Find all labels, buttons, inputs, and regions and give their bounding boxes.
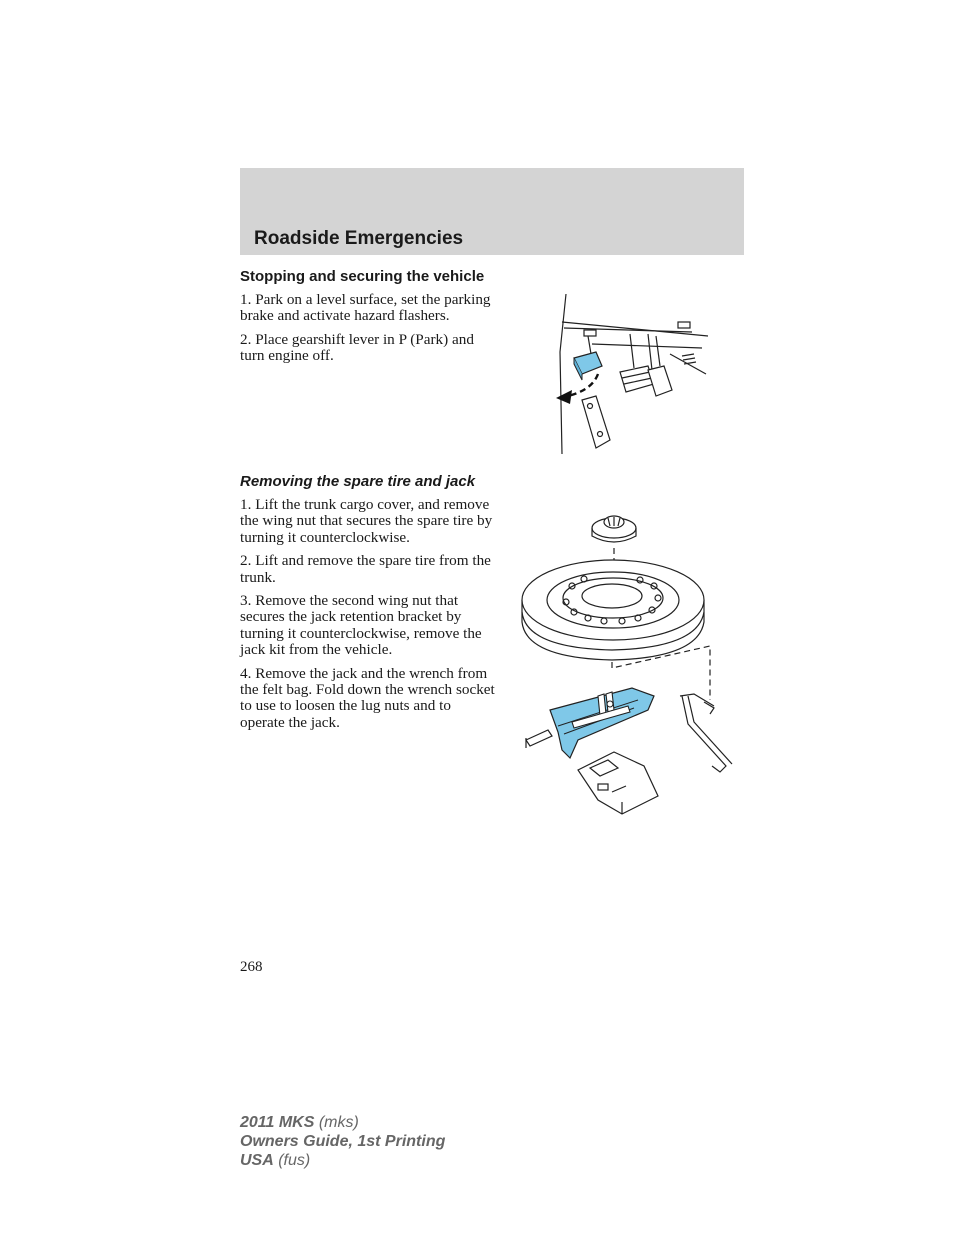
step-text: 2. Lift and remove the spare tire from the trunk. — [240, 552, 491, 586]
section-heading-spare-tire: Removing the spare tire and jack — [240, 473, 476, 490]
page-title: Roadside Emergencies — [254, 228, 464, 249]
footer-market-code: (fus) — [273, 1152, 311, 1169]
page-number: 268 — [240, 959, 263, 975]
footer-model: 2011 MKS — [240, 1114, 315, 1131]
steps-stopping — [240, 292, 496, 372]
step-text: 3. Remove the second wing nut that secures the jack retention bracket by turning it counterclockwise, remove the jack kit from the vehicle. — [240, 592, 482, 659]
footer-edition: Owners Guide, 1st Printing — [240, 1133, 446, 1150]
header-band — [240, 168, 744, 255]
step-text: 1. Park on a level surface, set the parking brake and activate hazard flashers. — [240, 291, 491, 325]
footer-print-info — [240, 1113, 445, 1170]
footer-line-2 — [240, 1132, 445, 1151]
footer-model-code: (mks) — [314, 1114, 359, 1131]
footer-line-3 — [240, 1151, 445, 1170]
step-text: 2. Place gearshift lever in P (Park) and turn engine off. — [240, 330, 474, 365]
step-text: 4. Remove the jack and the wrench from the felt bag. Fold down the wrench socket to use to loosen the lug nuts and to operate the jack. — [240, 664, 495, 731]
step-text: 1. Lift the trunk cargo cover, and remove the wing nut that secures the spare tire by turning it counterclockwise. — [240, 496, 493, 546]
spare-tire-and-jack-illustration — [518, 500, 750, 822]
parking-brake-pedal-illustration — [552, 292, 712, 457]
section-heading-stopping: Stopping and securing the vehicle — [240, 268, 485, 285]
footer-market: USA — [240, 1152, 274, 1169]
steps-spare-tire — [240, 497, 496, 738]
footer-line-1 — [240, 1113, 445, 1132]
